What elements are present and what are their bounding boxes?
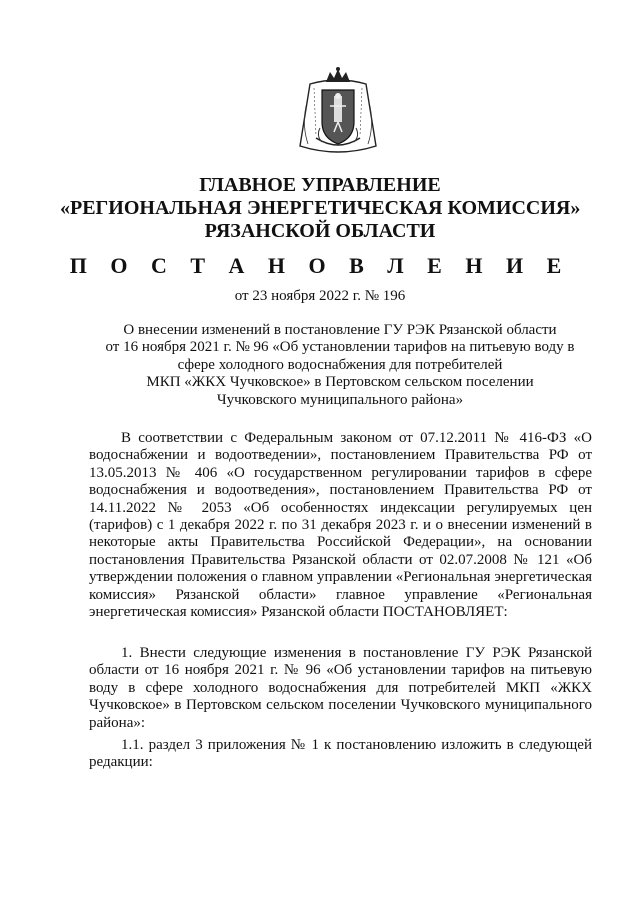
preamble-paragraph: В соответствии с Федеральным законом от 07.12.2011 № 416-ФЗ «О водоснабжении и водоотведении», постановлением Правительства РФ от 13.05.2013 № 406 «О государственном регулировании тарифов в сфере водоснабжения и водоотведения», постановлением Правительства РФ от 14.11.2022 № 2053 «Об особенностях индексации регулируемых цен (тарифов) с 1 декабря 2022 г. по 31 декабря 2023 г. и о внесении изменений в некоторые акты Правительства Российской Федерации», на основании постановления Правительства Рязанской области от 02.07.2008 № 121 «Об утверждении положения о главном управлении «Региональная энергетическая комиссия» Рязанской области» главное управление «Региональная энергетическая комиссия» Рязанской области ПОСТАНОВЛЯЕТ: bbox=[89, 430, 592, 621]
subject-line: сфере холодного водоснабжения для потребителей bbox=[177, 356, 503, 373]
item-1-paragraph: 1. Внести следующие изменения в постановление ГУ РЭК Рязанской области от 16 ноября 2021 г. № 96 «Об установлении тарифов на питьевую воду в сфере холодного водоснабжения для потребителей МКП «ЖКХ Чучковское» в Пертовском сельском поселении Чучковского муниципального района»: bbox=[89, 645, 592, 731]
subject-line: Чучковского муниципального района» bbox=[216, 391, 464, 408]
document-type-title: П О С Т А Н О В Л Е Н И Е bbox=[69, 253, 571, 278]
document-subject bbox=[90, 322, 590, 409]
coat-of-arms-emblem bbox=[296, 66, 380, 158]
subject-line: МКП «ЖКХ Чучковское» в Пертовском сельском поселении bbox=[146, 374, 534, 391]
agency-header-line-2: «РЕГИОНАЛЬНАЯ ЭНЕРГЕТИЧЕСКАЯ КОМИССИЯ» bbox=[60, 197, 581, 219]
item-1-1-paragraph: 1.1. раздел 3 приложения № 1 к постановлению изложить в следующей редакции: bbox=[89, 737, 592, 771]
subject-line: О внесении изменений в постановление ГУ РЭК Рязанской области bbox=[123, 322, 557, 338]
document-date-number: от 23 ноября 2022 г. № 196 bbox=[234, 288, 406, 304]
subject-line: от 16 ноября 2021 г. № 96 «Об установлении тарифов на питьевую воду в bbox=[105, 339, 575, 356]
agency-header-line-3: РЯЗАНСКОЙ ОБЛАСТИ bbox=[204, 220, 436, 242]
agency-header-line-1: ГЛАВНОЕ УПРАВЛЕНИЕ bbox=[199, 174, 441, 196]
